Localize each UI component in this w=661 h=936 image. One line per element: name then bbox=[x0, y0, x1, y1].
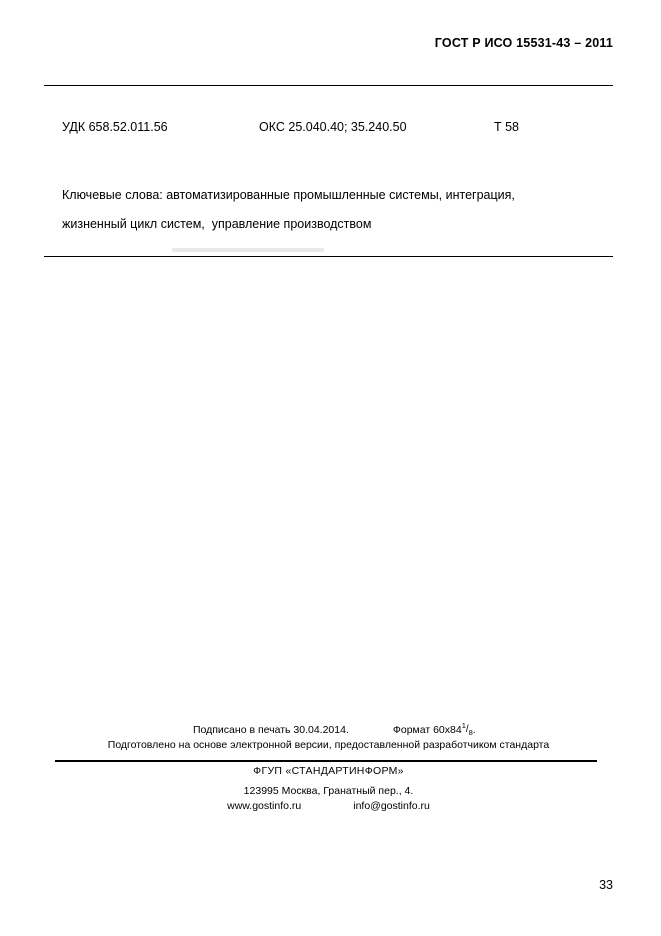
signed-for-print: Подписано в печать 30.04.2014. bbox=[192, 724, 349, 737]
running-header: ГОСТ Р ИСО 15531-43 – 2011 bbox=[434, 36, 613, 50]
classification-codes bbox=[62, 120, 613, 138]
fraction-slash: / bbox=[465, 724, 469, 736]
publisher-rule bbox=[55, 760, 597, 762]
publisher-name: ФГУП «СТАНДАРТИНФОРМ» bbox=[253, 765, 404, 777]
paper-format bbox=[393, 722, 476, 738]
paper-format-tail: . bbox=[472, 724, 476, 737]
fraction-denominator: 8 bbox=[468, 728, 473, 738]
paper-format-label: Формат 60х84 bbox=[392, 724, 462, 737]
publisher-website: www.gostinfo.ru bbox=[227, 800, 302, 812]
udk-code: УДК 658.52.011.56 bbox=[62, 120, 168, 134]
publisher-email: info@gostinfo.ru bbox=[353, 800, 430, 812]
oks-code: ОКС 25.040.40; 35.240.50 bbox=[259, 120, 407, 134]
publisher-block bbox=[44, 765, 613, 812]
publisher-address: 123995 Москва, Гранатный пер., 4. bbox=[243, 785, 414, 797]
keywords-paragraph bbox=[62, 181, 602, 239]
header-rule bbox=[44, 85, 613, 86]
keywords-line-1: Ключевые слова: автоматизированные промышленные системы, интеграция, bbox=[62, 188, 515, 202]
fraction-numerator: 1 bbox=[461, 721, 466, 731]
source-note: Подготовлено на основе электронной версии, предоставленной разработчиком стандарта bbox=[107, 739, 550, 751]
group-code: Т 58 bbox=[494, 120, 520, 134]
paper-format-fraction bbox=[462, 721, 473, 737]
keywords-rule bbox=[44, 256, 613, 257]
page-number: 33 bbox=[599, 878, 613, 892]
keywords-line-2: жизненный цикл систем, управление производством bbox=[62, 217, 372, 231]
scan-artifact bbox=[172, 248, 324, 252]
publisher-contacts bbox=[44, 800, 613, 812]
